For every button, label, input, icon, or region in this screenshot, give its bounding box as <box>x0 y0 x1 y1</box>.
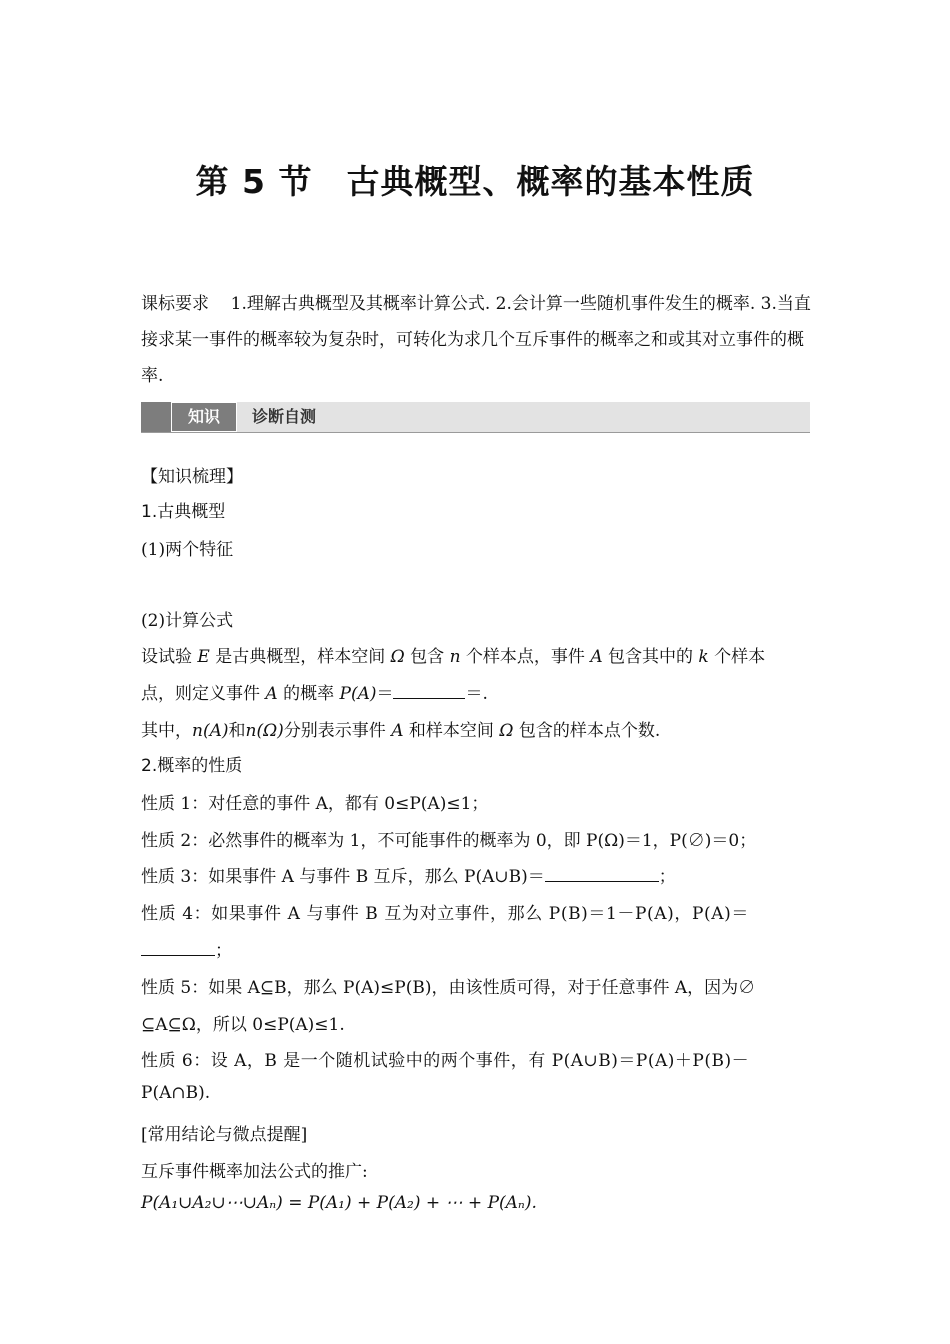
formula-paragraph-line-1 <box>141 642 811 667</box>
text-run: 分别表示事件 <box>283 721 386 741</box>
text-run: 个样本 <box>714 647 766 667</box>
band-label: 知识 <box>171 402 237 432</box>
fill-in-blank[interactable] <box>141 941 215 956</box>
property-4-line-2 <box>141 936 811 961</box>
count-expression: n(Ω) <box>245 721 284 741</box>
property-5-line-1: 性质 5：如果 A⊆B，那么 P(A)≤P(B)，由该性质可得，对于任意事件 A，因为∅ <box>141 978 756 998</box>
text-run: 是古典概型，样本空间 <box>215 647 386 667</box>
knowledge-heading: 【知识梳理】 <box>141 467 243 487</box>
section-1-heading: 1.古典概型 <box>141 502 226 522</box>
property-2: 性质 2：必然事件的概率为 1，不可能事件的概率为 0，即 P(Ω)＝1，P(∅)＝0； <box>141 831 757 851</box>
text-run: 和 <box>228 721 246 741</box>
band-title: 诊断自测 <box>252 407 317 426</box>
text-run: 和样本空间 <box>408 721 494 741</box>
text-run: ； <box>215 941 232 961</box>
formula-paragraph-line-2 <box>141 679 811 704</box>
band-marker <box>141 402 171 432</box>
common-conclusions-heading: [常用结论与微点提醒] <box>141 1125 308 1145</box>
variable-omega: Ω <box>390 647 405 667</box>
text-run: 包含 <box>410 647 445 667</box>
requirements-label: 课标要求 <box>141 294 209 314</box>
property-6-line-2: P(A∩B). <box>141 1083 211 1103</box>
property-5-line-2: ⊆A⊆Ω，所以 0≤P(A)≤1. <box>141 1015 345 1035</box>
page-title: 第 5 节 古典概型、概率的基本性质 <box>195 162 755 201</box>
section-2-heading: 2.概率的性质 <box>141 756 243 776</box>
fill-in-blank[interactable] <box>393 684 465 699</box>
text-run: ＝ <box>376 684 394 704</box>
text-run: 设试验 <box>141 647 192 667</box>
addition-formula: P(A₁∪A₂∪⋯∪Aₙ) = P(A₁) + P(A₂) + ⋯ + P(Aₙ). <box>141 1193 537 1213</box>
section-band <box>141 402 810 433</box>
formula-paragraph-line-3 <box>141 716 811 741</box>
section-1-sub-2: (2)计算公式 <box>141 611 234 631</box>
fill-in-blank[interactable] <box>545 867 659 882</box>
text-run: 包含的样本点个数. <box>518 721 661 741</box>
variable-a: A <box>265 684 278 704</box>
text-run: 性质 3：如果事件 A 与事件 B 互斥，那么 P(A∪B)＝ <box>141 867 545 887</box>
section-1-sub-1: (1)两个特征 <box>141 540 234 560</box>
variable-e: E <box>197 647 210 667</box>
variable-n: n <box>449 647 461 667</box>
property-6-line-1: 性质 6：设 A，B 是一个随机试验中的两个事件，有 P(A∪B)＝P(A)＋P(B)－ <box>141 1051 750 1071</box>
variable-a: A <box>391 721 404 741</box>
common-conclusions-text: 互斥事件概率加法公式的推广: <box>141 1162 368 1182</box>
count-expression: n(A) <box>192 721 229 741</box>
text-run: 包含其中的 <box>608 647 694 667</box>
variable-omega: Ω <box>499 721 514 741</box>
text-run: 个样本点，事件 <box>465 647 585 667</box>
text-run: 其中， <box>141 721 192 741</box>
requirements-text: 1.理解古典概型及其概率计算公式. 2.会计算一些随机事件发生的概率. 3.当直接求某一事件的概率较为复杂时，可转化为求几个互斥事件的概率之和或其对立事件的概率. <box>141 294 811 386</box>
variable-a: A <box>590 647 603 667</box>
text-run: 的概率 <box>283 684 335 704</box>
text-run: ； <box>658 867 676 887</box>
requirements-paragraph <box>141 286 811 394</box>
property-4-line-1: 性质 4：如果事件 A 与事件 B 互为对立事件，那么 P(B)＝1－P(A)，P(A)＝ <box>141 904 749 924</box>
text-run: 点，则定义事件 <box>141 684 260 704</box>
text-run: ＝. <box>465 684 488 704</box>
variable-k: k <box>698 647 709 667</box>
property-3 <box>141 862 811 887</box>
probability-expression: P(A) <box>339 684 377 704</box>
property-1: 性质 1：对任意的事件 A，都有 0≤P(A)≤1； <box>141 794 489 814</box>
